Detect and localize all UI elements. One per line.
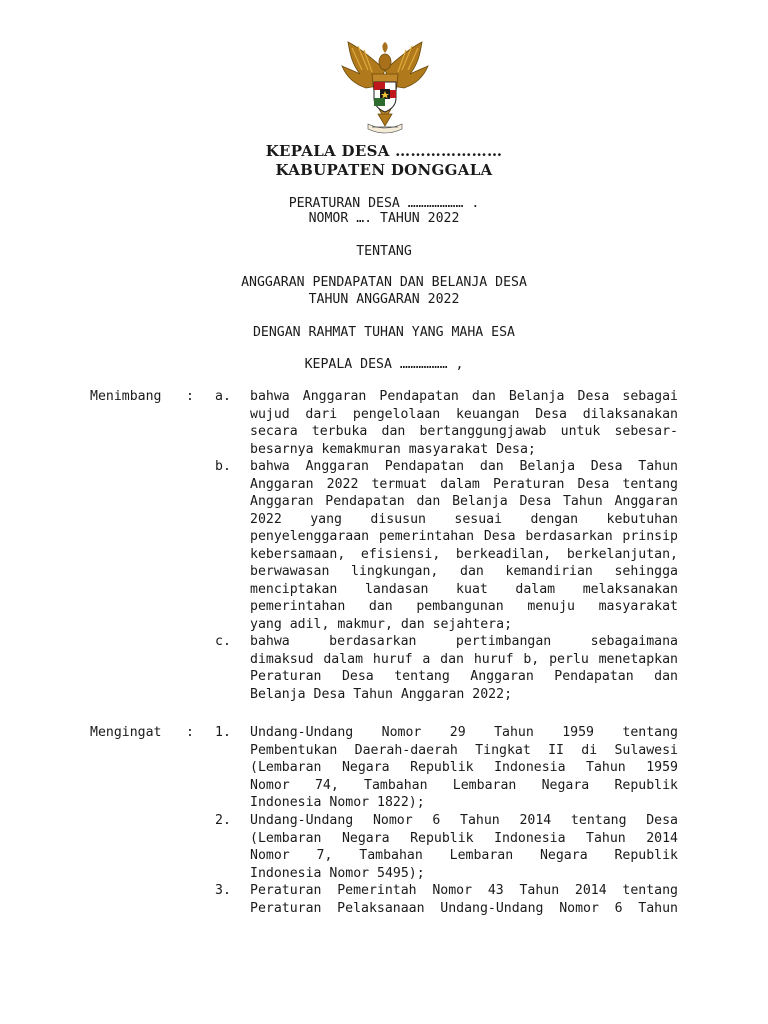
text-line: Indonesia Nomor 1822); <box>250 795 425 810</box>
menimbang-marker-b: b. <box>215 459 231 474</box>
text-line: bahwa Anggaran Pendapatan dan Belanja Desa sebagai <box>250 389 678 404</box>
text-line: berwawasan lingkungan, dan kemandirian sehingga <box>250 564 678 579</box>
text-line: Peraturan Pelaksanaan Undang-Undang Nomor 6 Tahun <box>250 900 678 916</box>
issuer-line: KEPALA DESA ……………… , <box>304 357 464 372</box>
regulation-number: NOMOR …. TAHUN 2022 <box>308 211 460 226</box>
text-line: Undang-Undang Nomor 29 Tahun 1959 tentang <box>250 725 678 740</box>
menimbang-item-b <box>250 458 678 633</box>
text-line: Undang-Undang Nomor 6 Tahun 2014 tentang Desa <box>250 813 678 828</box>
mengingat-marker-1: 1. <box>215 725 231 740</box>
text-line: Nomor 74, Tambahan Lembaran Negara Republik <box>250 777 678 793</box>
text-line: Pembentukan Daerah-daerah Tingkat II di Sulawesi <box>250 742 678 758</box>
text-line: yang adil, makmur, dan sejahtera; <box>250 616 513 632</box>
mengingat-item-2 <box>250 812 678 882</box>
menimbang-marker-a: a. <box>215 389 231 404</box>
menimbang-colon: : <box>186 389 194 404</box>
text-line: kebersamaan, efisiensi, berkeadilan, berkelanjutan, <box>250 546 678 562</box>
mengingat-item-1 <box>250 724 678 812</box>
subject-line-2: TAHUN ANGGARAN 2022 <box>308 292 460 307</box>
text-line: (Lembaran Negara Republik Indonesia Tahun 1959 <box>250 760 678 775</box>
text-line: bahwa berdasarkan pertimbangan sebagaimana <box>250 634 678 649</box>
mengingat-label: Mengingat <box>90 725 162 740</box>
tentang-heading: TENTANG <box>356 244 412 259</box>
text-line: wujud dari pengelolaan keuangan Desa dilaksanakan <box>250 406 678 422</box>
mengingat-colon: : <box>186 725 194 740</box>
text-line: dimaksud dalam huruf a dan huruf b, perlu menetapkan <box>250 651 678 667</box>
text-line: Anggaran 2022 termuat dalam Peraturan Desa tentang <box>250 476 678 492</box>
menimbang-item-c <box>250 633 678 703</box>
village-head-title: KEPALA DESA ………………… <box>265 142 503 160</box>
text-line: pemerintahan dan pembangunan menuju masyarakat <box>250 599 678 614</box>
subject-line-1: ANGGARAN PENDAPATAN DAN BELANJA DESA <box>241 275 527 290</box>
text-line: penyelenggaraan pemerintahan Desa berdasarkan prinsip <box>250 529 678 544</box>
menimbang-item-a <box>250 388 678 458</box>
text-line: menciptakan landasan kuat dalam melaksanakan <box>250 581 678 597</box>
text-line: Peraturan Pemerintah Nomor 43 Tahun 2014 tentang <box>250 883 678 898</box>
text-line: 2022 yang disusun sesuai dengan kebutuhan <box>250 511 678 527</box>
text-line: bahwa Anggaran Pendapatan dan Belanja Desa Tahun <box>250 459 678 474</box>
menimbang-label: Menimbang <box>90 389 162 404</box>
mengingat-marker-2: 2. <box>215 813 231 828</box>
blessing-line: DENGAN RAHMAT TUHAN YANG MAHA ESA <box>252 325 515 340</box>
text-line: besarnya kemakmuran masyarakat Desa; <box>250 441 536 457</box>
menimbang-marker-c: c. <box>215 634 231 649</box>
garuda-emblem-icon <box>338 40 432 136</box>
mengingat-marker-3: 3. <box>215 883 231 898</box>
text-line: Anggaran Pendapatan dan Belanja Desa Tahun Anggaran <box>250 494 678 509</box>
mengingat-item-3 <box>250 882 678 917</box>
text-line: Belanja Desa Tahun Anggaran 2022; <box>250 686 513 702</box>
regulation-title: PERATURAN DESA ………………… . <box>288 196 480 211</box>
text-line: (Lembaran Negara Republik Indonesia Tahun 2014 <box>250 830 678 846</box>
text-line: secara terbuka dan bertanggungjawab untuk sebesar- <box>250 424 678 439</box>
text-line: Nomor 7, Tambahan Lembaran Negara Republik <box>250 848 678 863</box>
text-line: Peraturan Desa tentang Anggaran Pendapatan dan <box>250 669 678 684</box>
regency-title: KABUPATEN DONGGALA <box>275 161 493 179</box>
text-line: Indonesia Nomor 5495); <box>250 865 425 881</box>
